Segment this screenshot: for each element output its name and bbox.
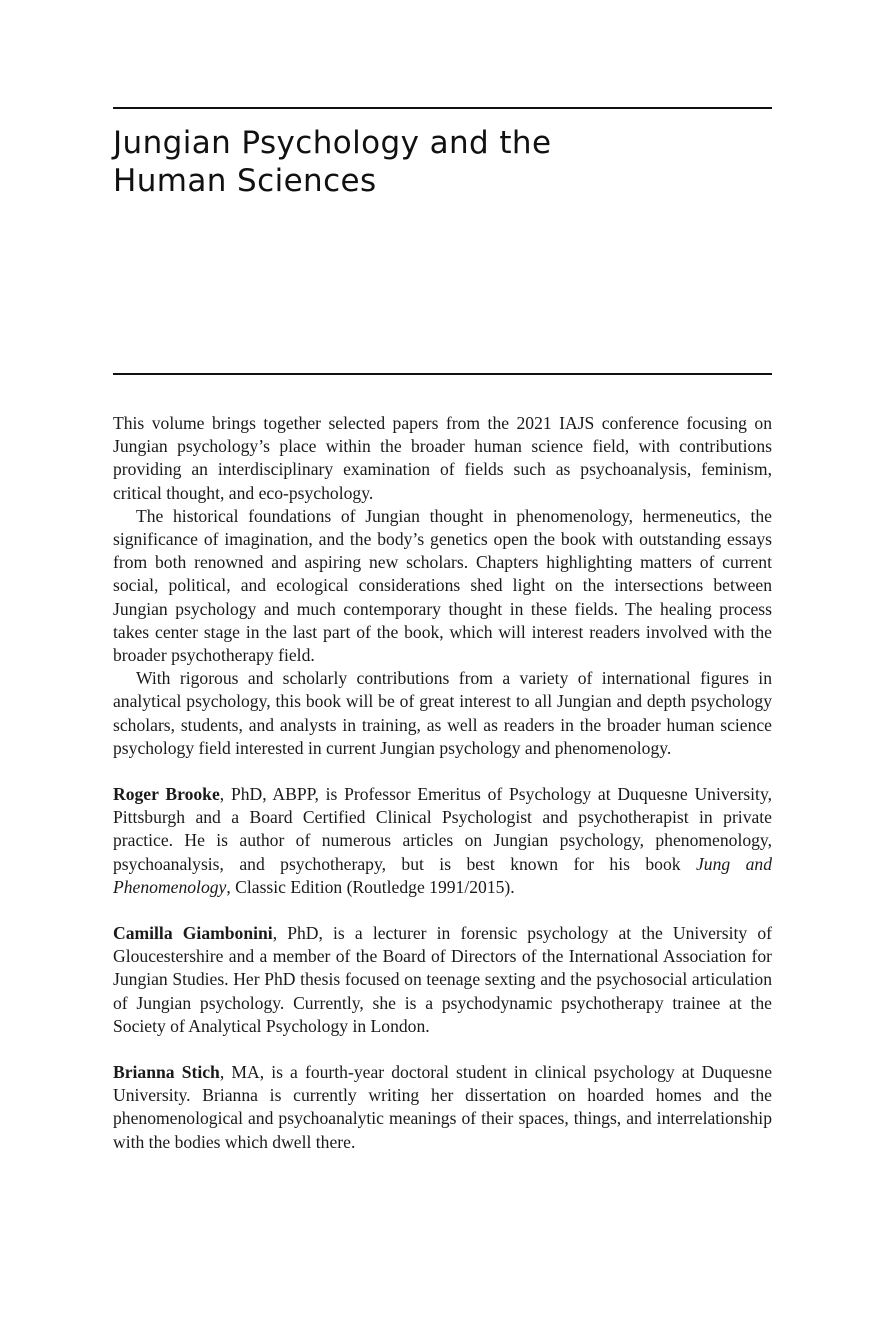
editor-bio-text-end: , Classic Edition (Routledge 1991/2015). [226, 876, 515, 897]
editor-name: Roger Brooke [113, 784, 220, 805]
description-paragraph-2: The historical foundations of Jungian thought in phenomenology, hermeneutics, the significance of imagination, and the body’s genetics open the book with outstanding essays from both renowned and aspiring new scholars. Chapters highlighting matters of current social, political, and ecological considerations shed light on the intersections between Jungian psychology and much contemporary thought in these fields. The healing process takes center stage in the last part of the book, which will interest readers involved with the broader psychotherapy field. [113, 505, 772, 666]
editor-name: Brianna Stich [113, 1062, 220, 1083]
description-paragraph-1: This volume brings together selected papers from the 2021 IAJS conference focusing on Jungian psychology’s place within the broader human science field, with contributions providing an interdisciplinary examination of fields such as psychoanalysis, feminism, critical thought, and eco-psychology. [113, 413, 772, 503]
editor-name: Camilla Giambonini [113, 923, 273, 944]
editor-bio-camilla-giambonini [113, 922, 772, 1038]
editor-bio-brianna-stich [113, 1061, 772, 1154]
editor-bio-roger-brooke [113, 783, 772, 899]
editor-bio-text: , PhD, is a lecturer in forensic psychology at the University of Gloucestershire and a member of the Board of Directors of the International Association for Jungian Studies. Her PhD thesis focused on teenage sexting and the psychosocial articulation of Jungian psychology. Currently, she is a psychodynamic psychotherapy trainee at the Society of Analytical Psychology in London. [113, 923, 772, 1036]
book-title-reference: Jung and Phenomenology [113, 853, 772, 897]
title-bottom-rule [113, 373, 772, 375]
editor-bio-text: , MA, is a fourth-year doctoral student in clinical psychology at Duquesne University. Brianna is currently writing her dissertation on hoarded homes and the phenomenological and psychoanalytic meanings of their spaces, things, and interrelationship with the bodies which dwell there. [113, 1062, 772, 1152]
book-title-line-1: Jungian Psychology and the [113, 125, 552, 161]
back-cover-text [113, 412, 772, 1154]
title-top-rule [113, 107, 772, 109]
description-paragraph-3: With rigorous and scholarly contributions from a variety of international figures in analytical psychology, this book will be of great interest to all Jungian and depth psychology scholars, students, and analysts in training, as well as readers in the broader human science psychology field interested in current Jungian psychology and phenomenology. [113, 668, 772, 758]
book-title [113, 124, 772, 200]
editor-bio-text: , PhD, ABPP, is Professor Emeritus of Psychology at Duquesne University, Pittsburgh and a Board Certified Clinical Psychologist and psychotherapist in private practice. He is author of numerous articles on Jungian psychology, phenomenology, psychoanalysis, and psychotherapy, but is best known for his book [113, 784, 772, 874]
book-title-line-2: Human Sciences [113, 163, 377, 199]
